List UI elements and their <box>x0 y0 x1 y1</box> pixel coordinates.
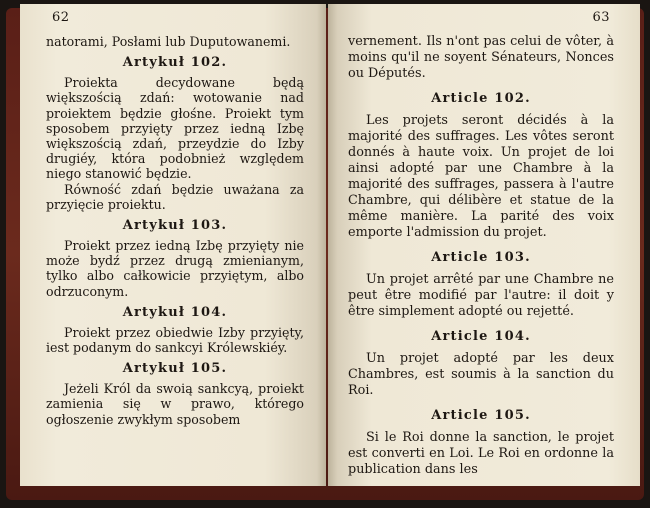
paragraph: Si le Roi donne la sanction, le projet est converti en Loi. Le Roi en ordonne la publication dans les <box>348 430 614 477</box>
article-heading: Article 104. <box>431 329 531 344</box>
paragraph: Jeżeli Król da swoią sankcyą, proiekt zamienia się w prawo, którego ogłoszenie zwykłym sposobem <box>46 381 304 427</box>
paragraph: Proiekt przez obiedwie Izby przyięty, iest podanym do sankcyi Królewskiéy. <box>46 324 304 356</box>
page-number: 63 <box>592 10 610 25</box>
paragraph: Proiekt przez iedną Izbę przyięty nie może bydź przez drugą zmienianym, tylko albo całkowicie przyiętym, albo odrzuconym. <box>46 238 304 299</box>
article-heading: Artykuł 102. <box>122 55 228 71</box>
right-page <box>328 4 640 486</box>
paragraph: Les projets seront décidés à la majorité des suffrages. Les vôtes seront donnés à haute voix. Un projet de loi ainsi adopté par une Chambre à la majorité des suffrages, passera à l'autre Chambre, qui délibère et statue de la même manière. La parité des voix emporte l'admission du projet. <box>348 113 614 240</box>
article-heading: Article 102. <box>431 91 531 106</box>
article-heading: Artykuł 103. <box>122 218 228 234</box>
article-heading: Article 105. <box>431 408 531 423</box>
paragraph: Proiekta decydowane będą większością zdań: wotowanie nad proiektem będzie głośne. Proiekt tym sposobem przyięty przez iedną Izbę większością zdań, przeydzie do Izby drugiéy, która podobnież względem niego stanowić będzie. <box>46 75 304 182</box>
left-page-text <box>46 34 304 427</box>
left-page <box>20 4 326 486</box>
page-number: 62 <box>52 10 70 25</box>
article-heading: Article 103. <box>431 250 531 265</box>
paragraph: Równość zdań będzie uważana za przyięcie proiektu. <box>46 181 304 212</box>
paragraph: Un projet adopté par les deux Chambres, est soumis à la sanction du Roi. <box>348 351 614 398</box>
paragraph: natorami, Posłami lub Duputowanemi. <box>46 34 291 49</box>
paragraph: Un projet arrêté par une Chambre ne peut être modifié par l'autre: il doit y être simplement adopté ou rejetté. <box>348 272 614 319</box>
right-page-text <box>348 34 614 478</box>
article-heading: Artykuł 105. <box>122 361 228 377</box>
article-heading: Artykuł 104. <box>122 304 228 320</box>
paragraph: vernement. Ils n'ont pas celui de vôter, à moins qu'il ne soyent Sénateurs, Nonces ou Députés. <box>348 34 614 81</box>
